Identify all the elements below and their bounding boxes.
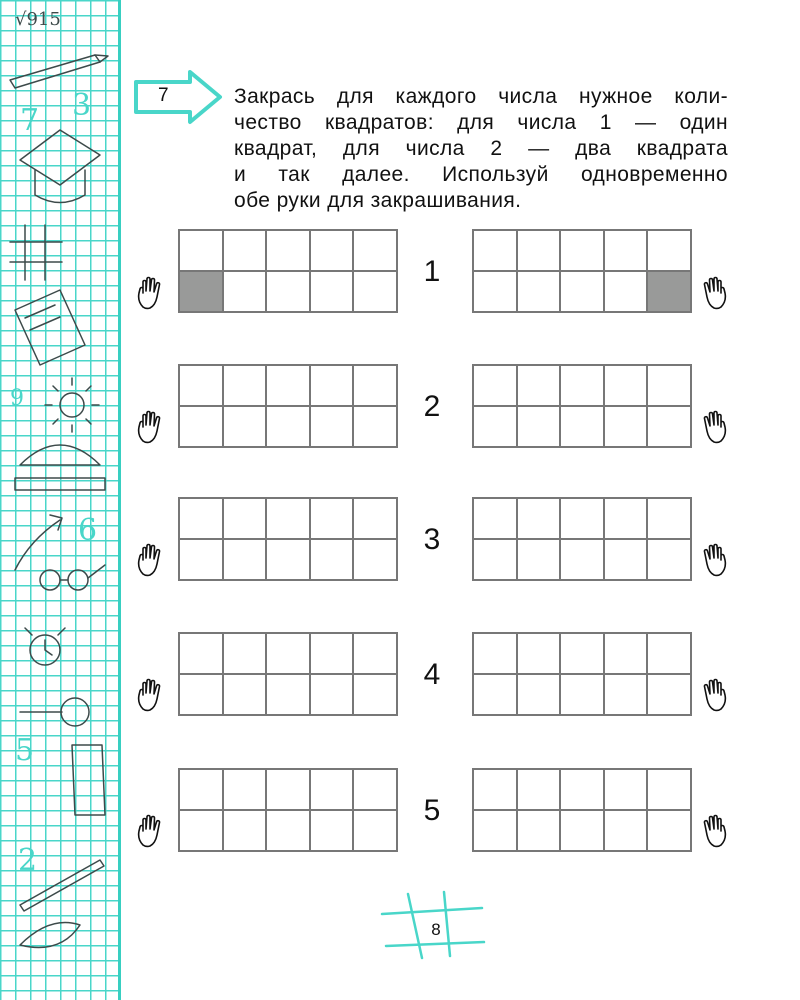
- grid-cell[interactable]: [354, 634, 398, 675]
- grid-cell[interactable]: [474, 231, 518, 272]
- grid-cell[interactable]: [474, 407, 518, 448]
- grid-cell[interactable]: [224, 366, 268, 407]
- grid-cell[interactable]: [648, 407, 692, 448]
- grid-cell[interactable]: [648, 272, 692, 313]
- row-number-4: 4: [423, 658, 441, 691]
- instruction-line: Закрась для каждого числа нужное коли-: [234, 85, 728, 108]
- grid-cell[interactable]: [267, 272, 311, 313]
- row-number-3: 3: [423, 523, 441, 556]
- grid-cell[interactable]: [267, 366, 311, 407]
- grid-cell[interactable]: [474, 272, 518, 313]
- grid-cell[interactable]: [311, 540, 355, 581]
- grid-cell[interactable]: [561, 770, 605, 811]
- task-number: 7: [158, 85, 169, 106]
- right-grid-4[interactable]: [472, 632, 692, 716]
- grid-cell[interactable]: [224, 634, 268, 675]
- svg-text:9: 9: [10, 386, 24, 411]
- left-grid-2[interactable]: [178, 364, 398, 448]
- left-grid-3[interactable]: [178, 497, 398, 581]
- grid-cell[interactable]: [474, 540, 518, 581]
- grid-cell[interactable]: [224, 499, 268, 540]
- left-hand-icon: [136, 814, 166, 848]
- grid-cell[interactable]: [518, 675, 562, 716]
- grid-cell[interactable]: [180, 231, 224, 272]
- grid-cell[interactable]: [311, 770, 355, 811]
- right-hand-icon: [698, 678, 728, 712]
- grid-cell[interactable]: [224, 811, 268, 852]
- grid-cell[interactable]: [354, 540, 398, 581]
- grid-cell[interactable]: [180, 675, 224, 716]
- page-number: 8: [431, 920, 441, 939]
- grid-cell[interactable]: [180, 407, 224, 448]
- grid-cell[interactable]: [605, 675, 649, 716]
- right-hand-icon: [698, 543, 728, 577]
- grid-cell[interactable]: [518, 366, 562, 407]
- left-hand-icon: [136, 276, 166, 310]
- grid-cell[interactable]: [180, 366, 224, 407]
- grid-cell[interactable]: [518, 540, 562, 581]
- grid-cell[interactable]: [311, 407, 355, 448]
- grid-cell[interactable]: [311, 231, 355, 272]
- instruction-line: обе руки для закрашивания.: [234, 189, 522, 212]
- grid-cell[interactable]: [561, 272, 605, 313]
- grid-cell[interactable]: [267, 770, 311, 811]
- instruction-line: и так далее. Используй одновременно: [234, 163, 728, 186]
- school-doodles-icon: [0, 0, 118, 1000]
- grid-cell[interactable]: [267, 499, 311, 540]
- right-grid-5[interactable]: [472, 768, 692, 852]
- grid-cell[interactable]: [180, 499, 224, 540]
- grid-cell[interactable]: [311, 675, 355, 716]
- grid-cell[interactable]: [605, 366, 649, 407]
- grid-cell[interactable]: [648, 811, 692, 852]
- task-instructions: [234, 84, 728, 214]
- grid-cell[interactable]: [605, 770, 649, 811]
- grid-cell[interactable]: [605, 231, 649, 272]
- grid-cell[interactable]: [224, 407, 268, 448]
- left-hand-icon: [136, 543, 166, 577]
- svg-text:6: 6: [78, 513, 98, 548]
- svg-text:√915: √915: [15, 9, 61, 30]
- row-number-2: 2: [423, 390, 441, 423]
- grid-cell[interactable]: [561, 231, 605, 272]
- grid-cell[interactable]: [648, 499, 692, 540]
- svg-text:7: 7: [20, 103, 40, 138]
- grid-cell[interactable]: [648, 540, 692, 581]
- grid-cell[interactable]: [518, 811, 562, 852]
- grid-cell[interactable]: [605, 499, 649, 540]
- grid-cell[interactable]: [605, 634, 649, 675]
- grid-cell[interactable]: [267, 811, 311, 852]
- grid-cell[interactable]: [474, 634, 518, 675]
- grid-cell[interactable]: [354, 499, 398, 540]
- grid-cell[interactable]: [648, 366, 692, 407]
- svg-text:3: 3: [72, 88, 92, 123]
- grid-cell[interactable]: [311, 272, 355, 313]
- right-hand-icon: [698, 814, 728, 848]
- grid-cell[interactable]: [354, 231, 398, 272]
- grid-cell[interactable]: [311, 811, 355, 852]
- right-grid-1[interactable]: [472, 229, 692, 313]
- instruction-line: квадрат, для числа 2 — два квадрата: [234, 137, 728, 160]
- grid-cell[interactable]: [518, 272, 562, 313]
- grid-cell[interactable]: [474, 675, 518, 716]
- grid-cell[interactable]: [518, 407, 562, 448]
- grid-cell[interactable]: [354, 770, 398, 811]
- grid-cell[interactable]: [474, 811, 518, 852]
- right-hand-icon: [698, 276, 728, 310]
- grid-cell[interactable]: [224, 770, 268, 811]
- grid-cell[interactable]: [267, 540, 311, 581]
- grid-cell[interactable]: [648, 770, 692, 811]
- grid-cell[interactable]: [180, 272, 224, 313]
- grid-cell[interactable]: [561, 499, 605, 540]
- grid-cell[interactable]: [311, 366, 355, 407]
- grid-cell[interactable]: [518, 770, 562, 811]
- grid-cell[interactable]: [474, 366, 518, 407]
- grid-cell[interactable]: [474, 770, 518, 811]
- grid-cell[interactable]: [180, 811, 224, 852]
- grid-cell[interactable]: [561, 540, 605, 581]
- grid-cell[interactable]: [518, 634, 562, 675]
- grid-cell[interactable]: [605, 540, 649, 581]
- grid-cell[interactable]: [605, 811, 649, 852]
- grid-cell[interactable]: [180, 770, 224, 811]
- grid-cell[interactable]: [311, 499, 355, 540]
- grid-cell[interactable]: [561, 407, 605, 448]
- row-number-1: 1: [423, 255, 441, 288]
- grid-cell[interactable]: [518, 499, 562, 540]
- grid-cell[interactable]: [518, 231, 562, 272]
- grid-cell[interactable]: [354, 675, 398, 716]
- grid-cell[interactable]: [561, 634, 605, 675]
- task-arrow-icon: [132, 68, 224, 126]
- row-number-5: 5: [423, 794, 441, 827]
- grid-cell[interactable]: [267, 407, 311, 448]
- grid-cell[interactable]: [354, 407, 398, 448]
- right-hand-icon: [698, 410, 728, 444]
- grid-cell[interactable]: [561, 675, 605, 716]
- svg-text:5: 5: [15, 733, 35, 768]
- left-grid-4[interactable]: [178, 632, 398, 716]
- grid-cell[interactable]: [180, 540, 224, 581]
- grid-cell[interactable]: [605, 272, 649, 313]
- grid-cell[interactable]: [648, 231, 692, 272]
- grid-cell[interactable]: [267, 675, 311, 716]
- right-grid-2[interactable]: [472, 364, 692, 448]
- grid-cell[interactable]: [561, 366, 605, 407]
- grid-cell[interactable]: [605, 407, 649, 448]
- right-grid-3[interactable]: [472, 497, 692, 581]
- grid-cell[interactable]: [311, 634, 355, 675]
- instruction-line: чество квадратов: для числа 1 — один: [234, 111, 728, 134]
- grid-cell[interactable]: [648, 634, 692, 675]
- grid-cell[interactable]: [474, 499, 518, 540]
- grid-cell[interactable]: [267, 231, 311, 272]
- grid-cell[interactable]: [224, 231, 268, 272]
- left-grid-1[interactable]: [178, 229, 398, 313]
- grid-cell[interactable]: [561, 811, 605, 852]
- grid-cell[interactable]: [354, 366, 398, 407]
- left-hand-icon: [136, 678, 166, 712]
- svg-text:2: 2: [18, 843, 38, 878]
- grid-cell[interactable]: [224, 540, 268, 581]
- grid-cell[interactable]: [354, 811, 398, 852]
- grid-cell[interactable]: [224, 272, 268, 313]
- left-grid-5[interactable]: [178, 768, 398, 852]
- grid-cell[interactable]: [354, 272, 398, 313]
- grid-cell[interactable]: [648, 675, 692, 716]
- grid-cell[interactable]: [180, 634, 224, 675]
- grid-cell[interactable]: [267, 634, 311, 675]
- left-hand-icon: [136, 410, 166, 444]
- grid-cell[interactable]: [224, 675, 268, 716]
